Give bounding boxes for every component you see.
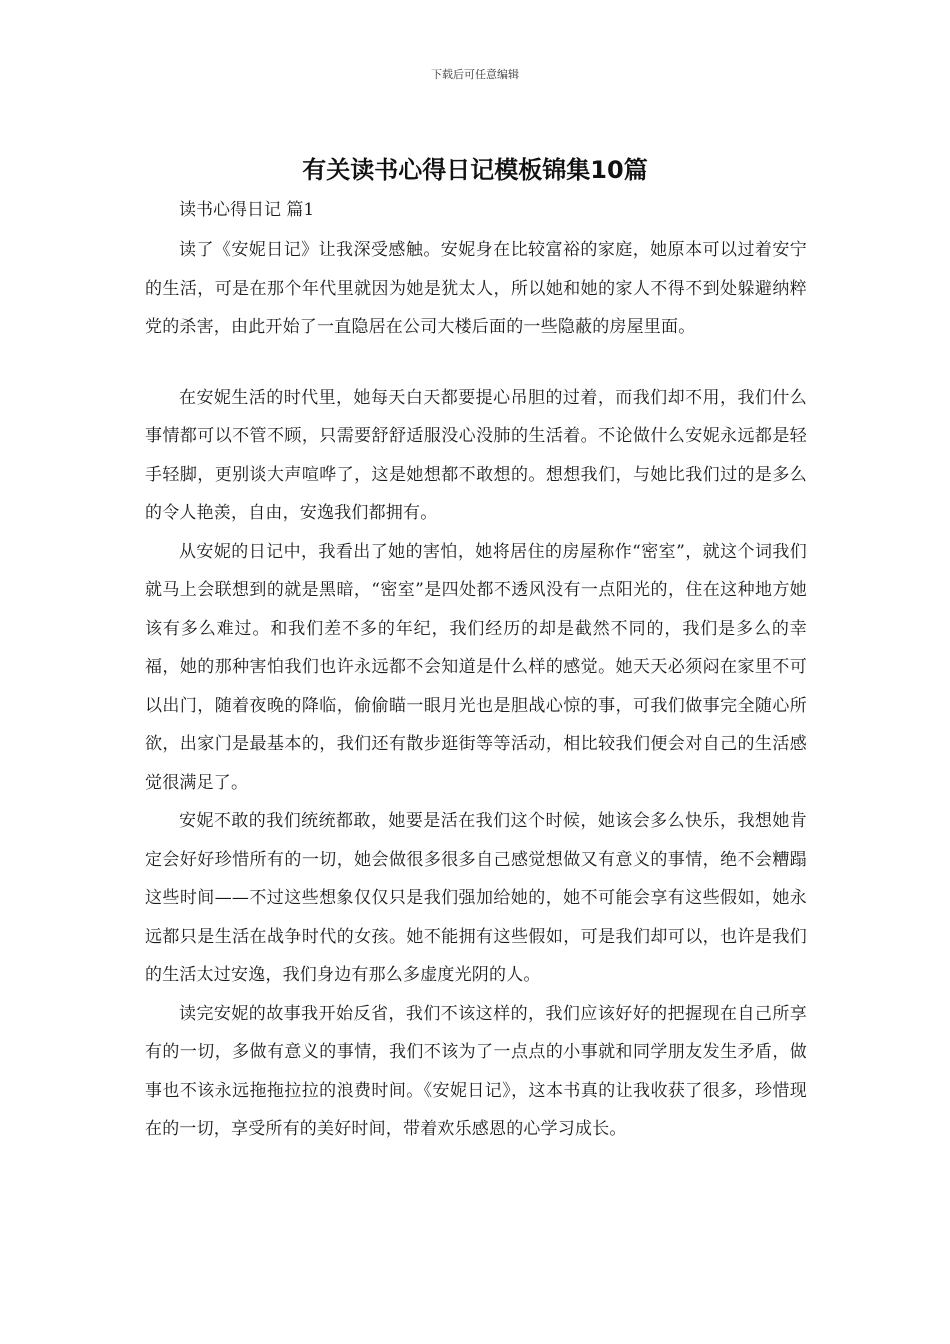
document-title: 有关读书心得日记模板锦集10篇 [302,156,648,184]
page-header-note: 下载后可任意编辑 [431,68,519,81]
document-body [145,196,807,1149]
paragraph: 在安妮生活的时代里，她每天白天都要提心吊胆的过着，而我们却不用，我们什么事情都可以不管不顾，只需要舒舒适服没心没肺的生活着。不论做什么安妮永远都是轻手轻脚，更别谈大声喧哗了，这是她想都不敢想的。想想我们，与她比我们过的是多么的令人艳羡，自由，安逸我们都拥有。 [145,387,807,523]
paragraph: 安妮不敢的我们统统都敢，她要是活在我们这个时候，她该会多么快乐，我想她肯定会好好珍惜所有的一切，她会做很多很多自己感觉想做又有意义的事情，绝不会糟蹋这些时间——不过这些想象仅仅只是我们强加给她的，她不可能会享有这些假如，她永远都只是生活在战争时代的女孩。她不能拥有这些假如，可是我们却可以，也许是我们的生活太过安逸，我们身边有那么多虚度光阴的人。 [145,811,807,985]
paragraph: 读了《安妮日记》让我深受感触。安妮身在比较富裕的家庭，她原本可以过着安宁的生活，可是在那个年代里就因为她是犹太人，所以她和她的家人不得不到处躲避纳粹党的杀害，由此开始了一直隐居在公司大楼后面的一些隐蔽的房屋里面。 [145,240,807,337]
section-heading: 读书心得日记 篇1 [179,200,315,220]
paragraph: 从安妮的日记中，我看出了她的害怕，她将居住的房屋称作“密室”，就这个词我们就马上会联想到的就是黑暗，“密室”是四处都不透风没有一点阳光的，住在这种地方她该有多么难过。和我们差不多的年纪，我们经历的却是截然不同的，我们是多么的幸福，她的那种害怕我们也许永远都不会知道是什么样的感觉。她天天必须闷在家里不可以出门，随着夜晚的降临，偷偷瞄一眼月光也是胆战心惊的事，可我们做事完全随心所欲，出家门是最基本的，我们还有散步逛街等等活动，相比较我们便会对自己的生活感觉很满足了。 [145,541,807,793]
paragraph: 读完安妮的故事我开始反省，我们不该这样的，我们应该好好的把握现在自己所享有的一切，多做有意义的事情，我们不该为了一点点的小事就和同学朋友发生矛盾，做事也不该永远拖拖拉拉的浪费时间。《安妮日记》，这本书真的让我收获了很多，珍惜现在的一切，享受所有的美好时间，带着欢乐感恩的心学习成长。 [145,1003,807,1139]
